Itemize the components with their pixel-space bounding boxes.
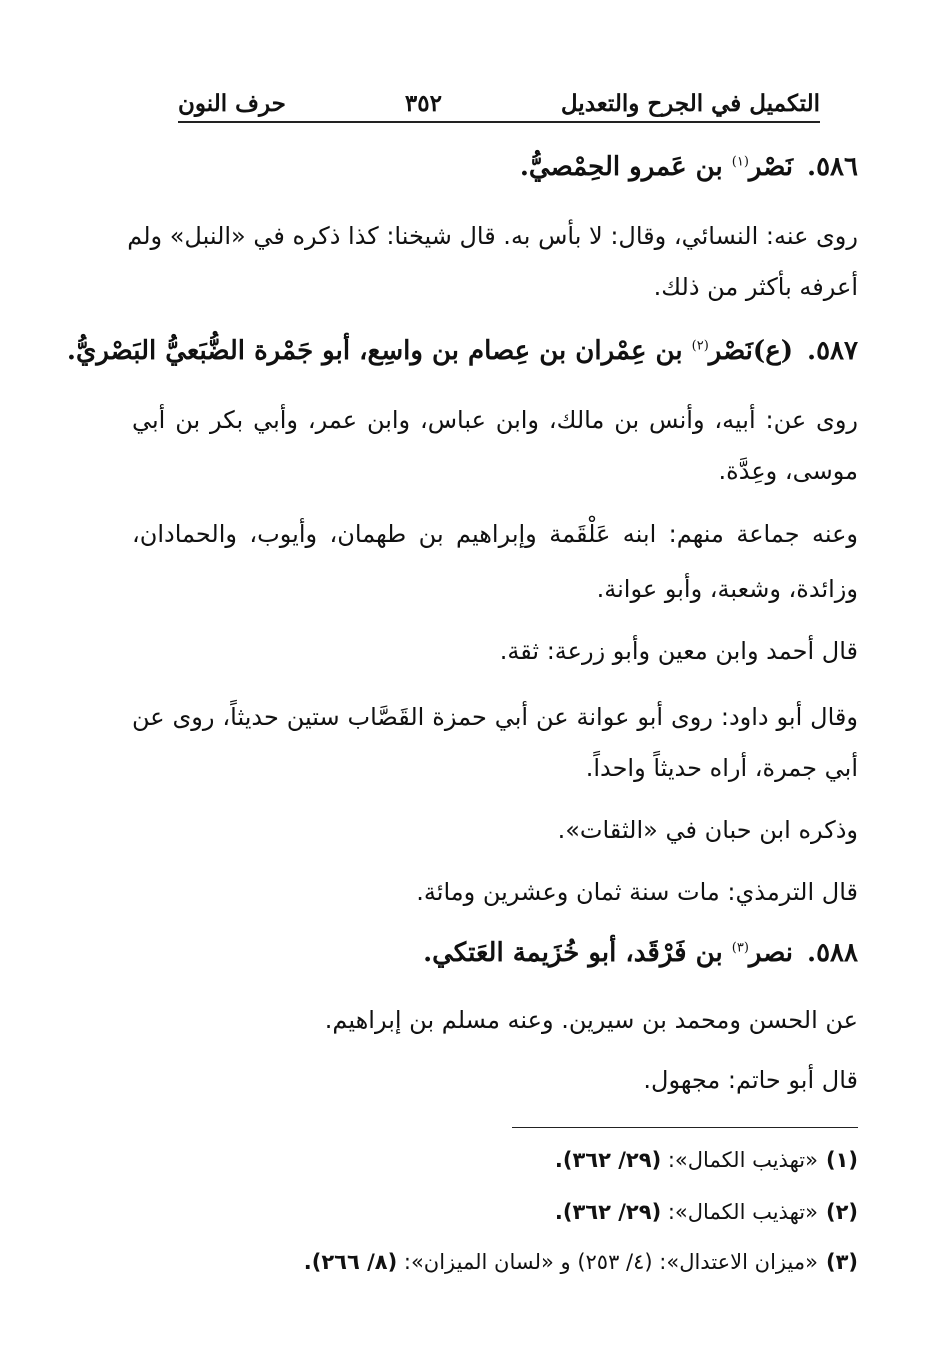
footnote-ref-value: (٢٩/ ٣٦٢). [554,1148,662,1172]
entry-heading [423,938,858,968]
entry-name-rest: بن فَرْقَد، أبو خُزَيمة العَتكي. [423,938,723,968]
body-line: قال الترمذي: مات سنة ثمان وعشرين ومائة. [416,878,858,906]
entry-name: نَصْر [748,152,794,182]
footnote-text: «تهذيب الكمال»: [667,1200,818,1224]
entry-number: ٥٨٧. [807,336,858,366]
entry-name: نصر [748,938,794,968]
footnote [304,1250,858,1274]
running-header [178,82,820,124]
book-title: التكميل في الجرح والتعديل [560,89,820,117]
entry-prefix: (ع) [752,336,794,366]
body-line: عن الحسن ومحمد بن سيرين. وعنه مسلم بن إبراهيم. [324,1006,858,1034]
footnote-ref: (٢) [691,338,709,354]
footnote-number: (٢) [825,1200,858,1224]
footnote-ref-value: (٢٩/ ٣٦٢). [554,1200,662,1224]
body-line: روى عن: أبيه، وأنس بن مالك، وابن عباس، وابن عمر، وأبي بكر بن أبي [132,406,858,434]
body-line: قال أحمد وابن معين وأبو زرعة: ثقة. [499,637,858,665]
body-line: روى عنه: النسائي، وقال: لا بأس به. قال شيخنا: كذا ذكره في «النبل» ولم [127,222,858,250]
section-title: حرف النون [178,89,286,117]
entry-name: نَصْر [708,336,753,366]
footnote-ref: (١) [731,154,749,170]
entry-heading [67,336,858,366]
entry-name-rest: بن عَمرو الحِمْصيُّ. [519,152,723,182]
footnote-text: «تهذيب الكمال»: [667,1148,818,1172]
entry-heading [520,152,858,182]
footnote-ref-value: (٨/ ٢٦٦). [303,1250,398,1274]
body-line: وقال أبو داود: روى أبو عوانة عن أبي حمزة القَصَّاب ستين حديثاً، روى عن [132,703,858,731]
footnote-text: «ميزان الاعتدال»: (٤/ ٢٥٣) و «لسان الميزان»: [403,1250,818,1274]
body-line: قال أبو حاتم: مجهول. [643,1066,858,1094]
footnote-ref: (٣) [731,940,749,956]
body-line: أبي جمرة، أراه حديثاً واحداً. [585,754,858,782]
body-line: وذكره ابن حبان في «الثقات». [557,816,858,844]
footnote-number: (٣) [825,1250,858,1274]
page-number: ٣٥٢ [404,89,442,117]
entry-name-rest: بن عِمْران بن عِصام بن واسِع، أبو جَمْرة الضُّبَعيُّ البَصْريُّ. [66,336,683,366]
body-line: وعنه جماعة منهم: ابنه عَلْقَمة وإبراهيم بن طهمان، وأيوب، والحمادان، [132,520,858,548]
footnote [555,1200,858,1224]
body-line: موسى، وعِدَّة. [718,457,858,485]
header-rule [178,121,820,123]
body-line: أعرفه بأكثر من ذلك. [653,273,858,301]
entry-number: ٥٨٦. [807,152,858,182]
entry-number: ٥٨٨. [807,938,858,968]
footnote-number: (١) [825,1148,858,1172]
footnote [555,1148,858,1172]
footnote-rule [512,1127,858,1128]
body-line: وزائدة، وشعبة، وأبو عوانة. [596,575,858,603]
